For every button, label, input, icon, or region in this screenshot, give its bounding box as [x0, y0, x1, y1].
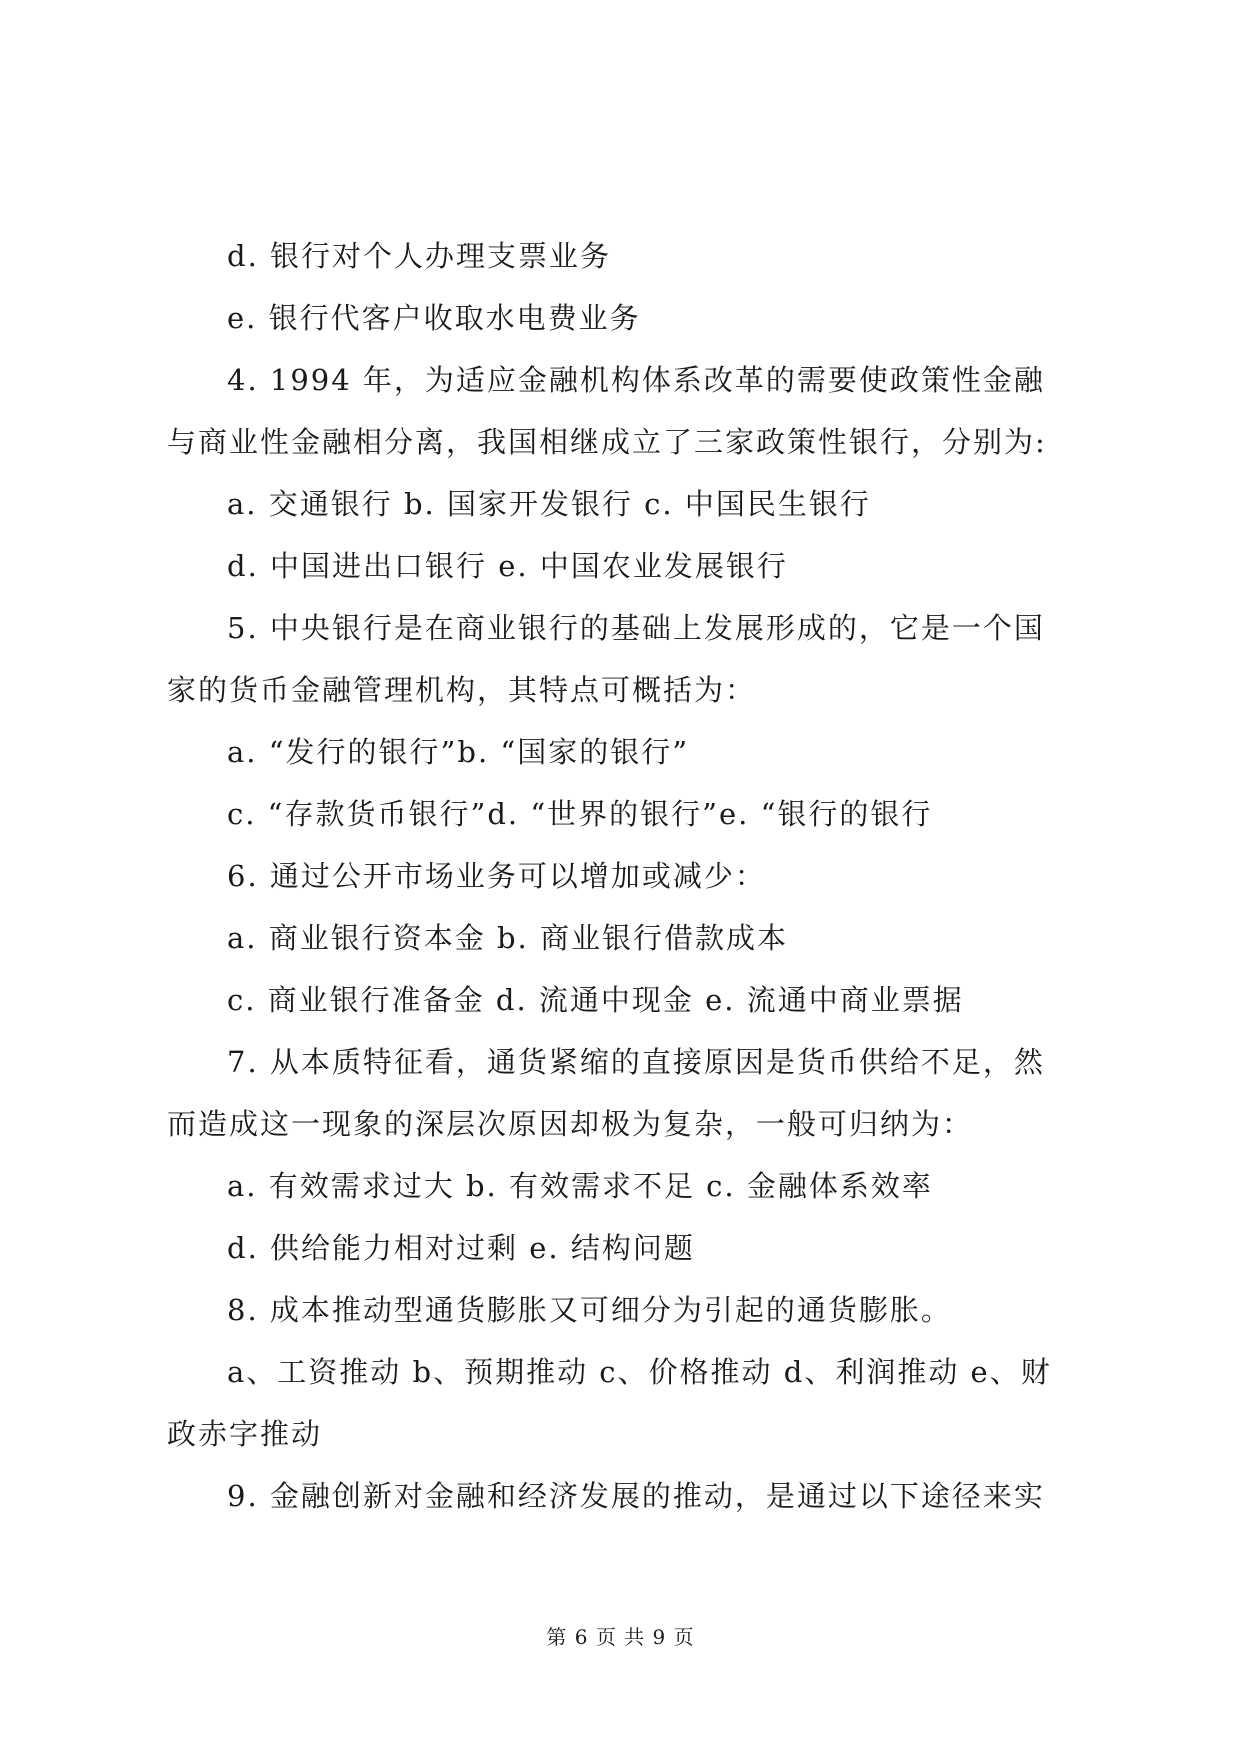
question-9: 9. 金融创新对金融和经济发展的推动，是通过以下途径来实 [227, 1479, 1045, 1513]
question-7: 7. 从本质特征看，通货紧缩的直接原因是货币供给不足，然 [227, 1045, 1045, 1079]
document-body [167, 225, 1082, 1527]
option-line: a. 交通银行 b. 国家开发银行 c. 中国民生银行 [227, 487, 871, 521]
option-line: a. 商业银行资本金 b. 商业银行借款成本 [227, 921, 788, 955]
option-line: a、工资推动 b、预期推动 c、价格推动 d、利润推动 e、财 [227, 1355, 1052, 1389]
option-line: c. 商业银行准备金 d. 流通中现金 e. 流通中商业票据 [227, 983, 964, 1017]
page-footer: 第 6 页 共 9 页 [546, 1625, 695, 1649]
question-4-continued: 与商业性金融相分离，我国相继成立了三家政策性银行，分别为: [167, 425, 1047, 459]
question-7-continued: 而造成这一现象的深层次原因却极为复杂，一般可归纳为： [167, 1107, 974, 1141]
option-line: a. “发行的银行”b. “国家的银行” [227, 735, 690, 769]
question-5-continued: 家的货币金融管理机构，其特点可概括为： [167, 673, 757, 707]
question-6: 6. 通过公开市场业务可以增加或减少： [227, 859, 766, 893]
question-5: 5. 中央银行是在商业银行的基础上发展形成的，它是一个国 [227, 611, 1045, 645]
option-line: d. 银行对个人办理支票业务 [227, 239, 612, 273]
option-line: a. 有效需求过大 b. 有效需求不足 c. 金融体系效率 [227, 1169, 933, 1203]
option-line-continued: 政赤字推动 [167, 1417, 323, 1451]
question-4: 4. 1994 年，为适应金融机构体系改革的需要使政策性金融 [227, 363, 1045, 397]
question-8: 8. 成本推动型通货膨胀又可细分为引起的通货膨胀。 [227, 1293, 952, 1327]
option-line: c. “存款货币银行”d. “世界的银行”e. “银行的银行 [227, 797, 933, 831]
option-line: d. 中国进出口银行 e. 中国农业发展银行 [227, 549, 788, 583]
option-line: d. 供给能力相对过剩 e. 结构问题 [227, 1231, 695, 1265]
option-line: e. 银行代客户收取水电费业务 [227, 301, 641, 335]
